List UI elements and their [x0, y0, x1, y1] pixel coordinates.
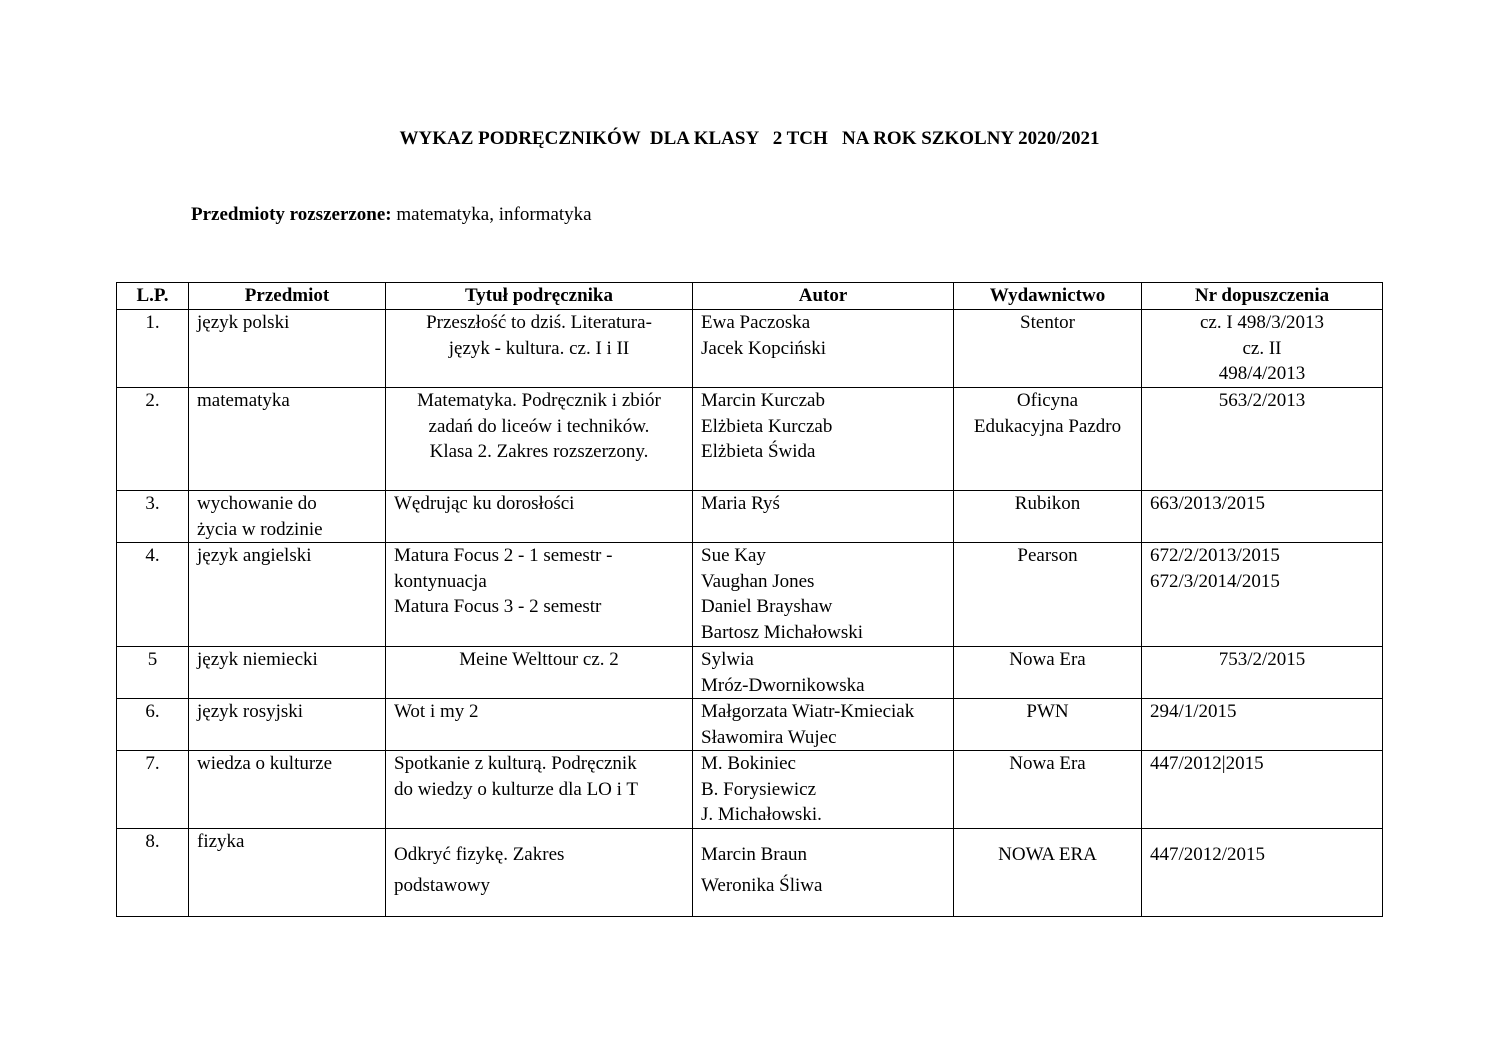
cell-line: Mróz-Dwornikowska [701, 674, 865, 696]
textbook-table [116, 282, 1383, 917]
cell-title [386, 310, 693, 388]
cell-subject [189, 491, 386, 543]
cell-author [693, 310, 954, 388]
table-row [117, 310, 1383, 388]
table-row [117, 543, 1383, 647]
extended-subjects-label: Przedmioty rozszerzone: [191, 204, 392, 225]
cell-approval [1142, 543, 1383, 647]
cell-line: Jacek Kopciński [701, 337, 827, 359]
cell-author [693, 388, 954, 491]
cell-line: Matematyka. Podręcznik i zbiór [417, 390, 661, 411]
cell-title [386, 699, 693, 751]
cell-line: Nowa Era [1009, 649, 1086, 670]
cell-line: Spotkanie z kulturą. Podręcznik [394, 753, 637, 774]
cell-lp: 3. [117, 491, 189, 543]
cell-publisher [954, 543, 1142, 647]
cell-line: wychowanie do [197, 493, 317, 514]
cell-line: kontynuacja [394, 570, 487, 592]
table-row [117, 647, 1383, 699]
cell-line: Odkryć fizykę. Zakres [394, 844, 565, 865]
cell-author [693, 751, 954, 829]
cell-line: Elżbieta Kurczab [701, 415, 833, 437]
cell-lp: 6. [117, 699, 189, 751]
document-title: WYKAZ PODRĘCZNIKÓW DLA KLASY 2 TCH NA ROK SZKOLNY 2020/2021 [399, 128, 1100, 149]
cell-line: 753/2/2015 [1218, 649, 1306, 670]
cell-subject [189, 699, 386, 751]
cell-line: 663/2013/2015 [1150, 493, 1266, 514]
cell-line: Nowa Era [1009, 753, 1086, 774]
cell-author [693, 829, 954, 917]
cell-line: Matura Focus 3 - 2 semestr [394, 596, 602, 617]
header-subject: Przedmiot [189, 283, 386, 310]
cell-line: Małgorzata Wiatr-Kmieciak [701, 701, 915, 722]
cell-lp: 7. [117, 751, 189, 829]
cell-line: Ewa Paczoska [701, 312, 811, 333]
header-approval: Nr dopuszczenia [1142, 283, 1383, 310]
table-row [117, 699, 1383, 751]
cell-line: zadań do liceów i techników. [428, 415, 650, 437]
cell-line: Matura Focus 2 - 1 semestr - [394, 545, 613, 566]
cell-title [386, 751, 693, 829]
cell-subject [189, 388, 386, 491]
cell-subject [189, 751, 386, 829]
cell-publisher [954, 491, 1142, 543]
cell-author [693, 491, 954, 543]
cell-line: B. Forysiewicz [701, 778, 817, 800]
cell-line: Sue Kay [701, 545, 766, 566]
extended-subjects-line [191, 204, 592, 226]
cell-line: cz. I 498/3/2013 [1199, 312, 1324, 333]
cell-title [386, 491, 693, 543]
cell-lp: 1. [117, 310, 189, 388]
cell-lp: 8. [117, 829, 189, 917]
cell-title [386, 647, 693, 699]
cell-publisher [954, 751, 1142, 829]
cell-publisher [954, 647, 1142, 699]
cell-line: do wiedzy o kulturze dla LO i T [394, 778, 638, 800]
cell-subject [189, 310, 386, 388]
cell-subject [189, 829, 386, 917]
table-row [117, 829, 1383, 917]
cell-line: Meine Welttour cz. 2 [459, 649, 619, 670]
cell-line: 672/2/2013/2015 [1150, 545, 1280, 566]
extended-subjects-value: matematyka, informatyka [391, 204, 592, 225]
cell-line: Klasa 2. Zakres rozszerzony. [429, 441, 649, 462]
cell-line: Rubikon [1014, 493, 1081, 514]
cell-line: Elżbieta Świda [701, 441, 816, 462]
header-lp: L.P. [117, 283, 189, 310]
cell-title [386, 388, 693, 491]
cell-title [386, 829, 693, 917]
table-row [117, 751, 1383, 829]
cell-line: M. Bokiniec [701, 753, 796, 774]
cell-line: język - kultura. cz. I i II [448, 337, 630, 359]
cell-line: fizyka [197, 831, 245, 852]
cell-line: 447/2012/2015 [1150, 844, 1266, 865]
cell-line: matematyka [197, 390, 290, 411]
cell-publisher [954, 699, 1142, 751]
cell-line: PWN [1026, 701, 1069, 722]
cell-line: wiedza o kulturze [197, 753, 333, 774]
cell-author [693, 647, 954, 699]
cell-line: NOWA ERA [998, 844, 1097, 865]
cell-approval [1142, 751, 1383, 829]
cell-line: 498/4/2013 [1218, 363, 1306, 384]
cell-line: 447/2012|2015 [1150, 753, 1264, 774]
cell-subject [189, 647, 386, 699]
cell-line: Sylwia [701, 649, 754, 670]
cell-lp: 5 [117, 647, 189, 699]
cell-line: Maria Ryś [701, 493, 780, 514]
cell-line: język rosyjski [197, 701, 304, 722]
cell-line: Stentor [1020, 312, 1075, 333]
cell-line: cz. II [1242, 337, 1282, 359]
cell-publisher [954, 388, 1142, 491]
header-publisher: Wydawnictwo [954, 283, 1142, 310]
cell-author [693, 543, 954, 647]
cell-publisher [954, 829, 1142, 917]
table-row [117, 491, 1383, 543]
cell-line: Sławomira Wujec [701, 726, 837, 748]
cell-line: Przeszłość to dziś. Literatura- [426, 312, 652, 333]
cell-approval [1142, 388, 1383, 491]
cell-approval [1142, 647, 1383, 699]
table-header-row [117, 283, 1383, 310]
cell-line: Oficyna [1016, 390, 1079, 411]
cell-line: 294/1/2015 [1150, 701, 1237, 722]
cell-line: Pearson [1017, 545, 1078, 566]
cell-line: Marcin Braun [701, 844, 808, 865]
cell-line: język niemiecki [197, 649, 318, 670]
cell-line: Edukacyjna Pazdro [973, 415, 1122, 437]
cell-line: 563/2/2013 [1218, 390, 1306, 411]
cell-author [693, 699, 954, 751]
cell-line: język polski [197, 312, 290, 333]
cell-approval [1142, 699, 1383, 751]
cell-title [386, 543, 693, 647]
header-title: Tytuł podręcznika [386, 283, 693, 310]
cell-line: życia w rodzinie [197, 518, 323, 540]
cell-subject [189, 543, 386, 647]
cell-lp: 2. [117, 388, 189, 491]
cell-line: język angielski [197, 545, 312, 566]
table-row [117, 388, 1383, 491]
cell-line: Wot i my 2 [394, 701, 479, 722]
header-author: Autor [693, 283, 954, 310]
cell-line: Marcin Kurczab [701, 390, 825, 411]
cell-line: Vaughan Jones [701, 570, 815, 592]
cell-line: Wędrując ku dorosłości [394, 493, 575, 514]
cell-publisher [954, 310, 1142, 388]
cell-approval [1142, 829, 1383, 917]
cell-line: Daniel Brayshaw [701, 596, 833, 617]
cell-approval [1142, 310, 1383, 388]
cell-line: J. Michałowski. [701, 804, 822, 825]
cell-line: Weronika Śliwa [701, 875, 823, 896]
cell-line: podstawowy [394, 875, 491, 896]
cell-lp: 4. [117, 543, 189, 647]
cell-approval [1142, 491, 1383, 543]
cell-line: 672/3/2014/2015 [1150, 570, 1280, 592]
cell-line: Bartosz Michałowski [701, 621, 864, 643]
